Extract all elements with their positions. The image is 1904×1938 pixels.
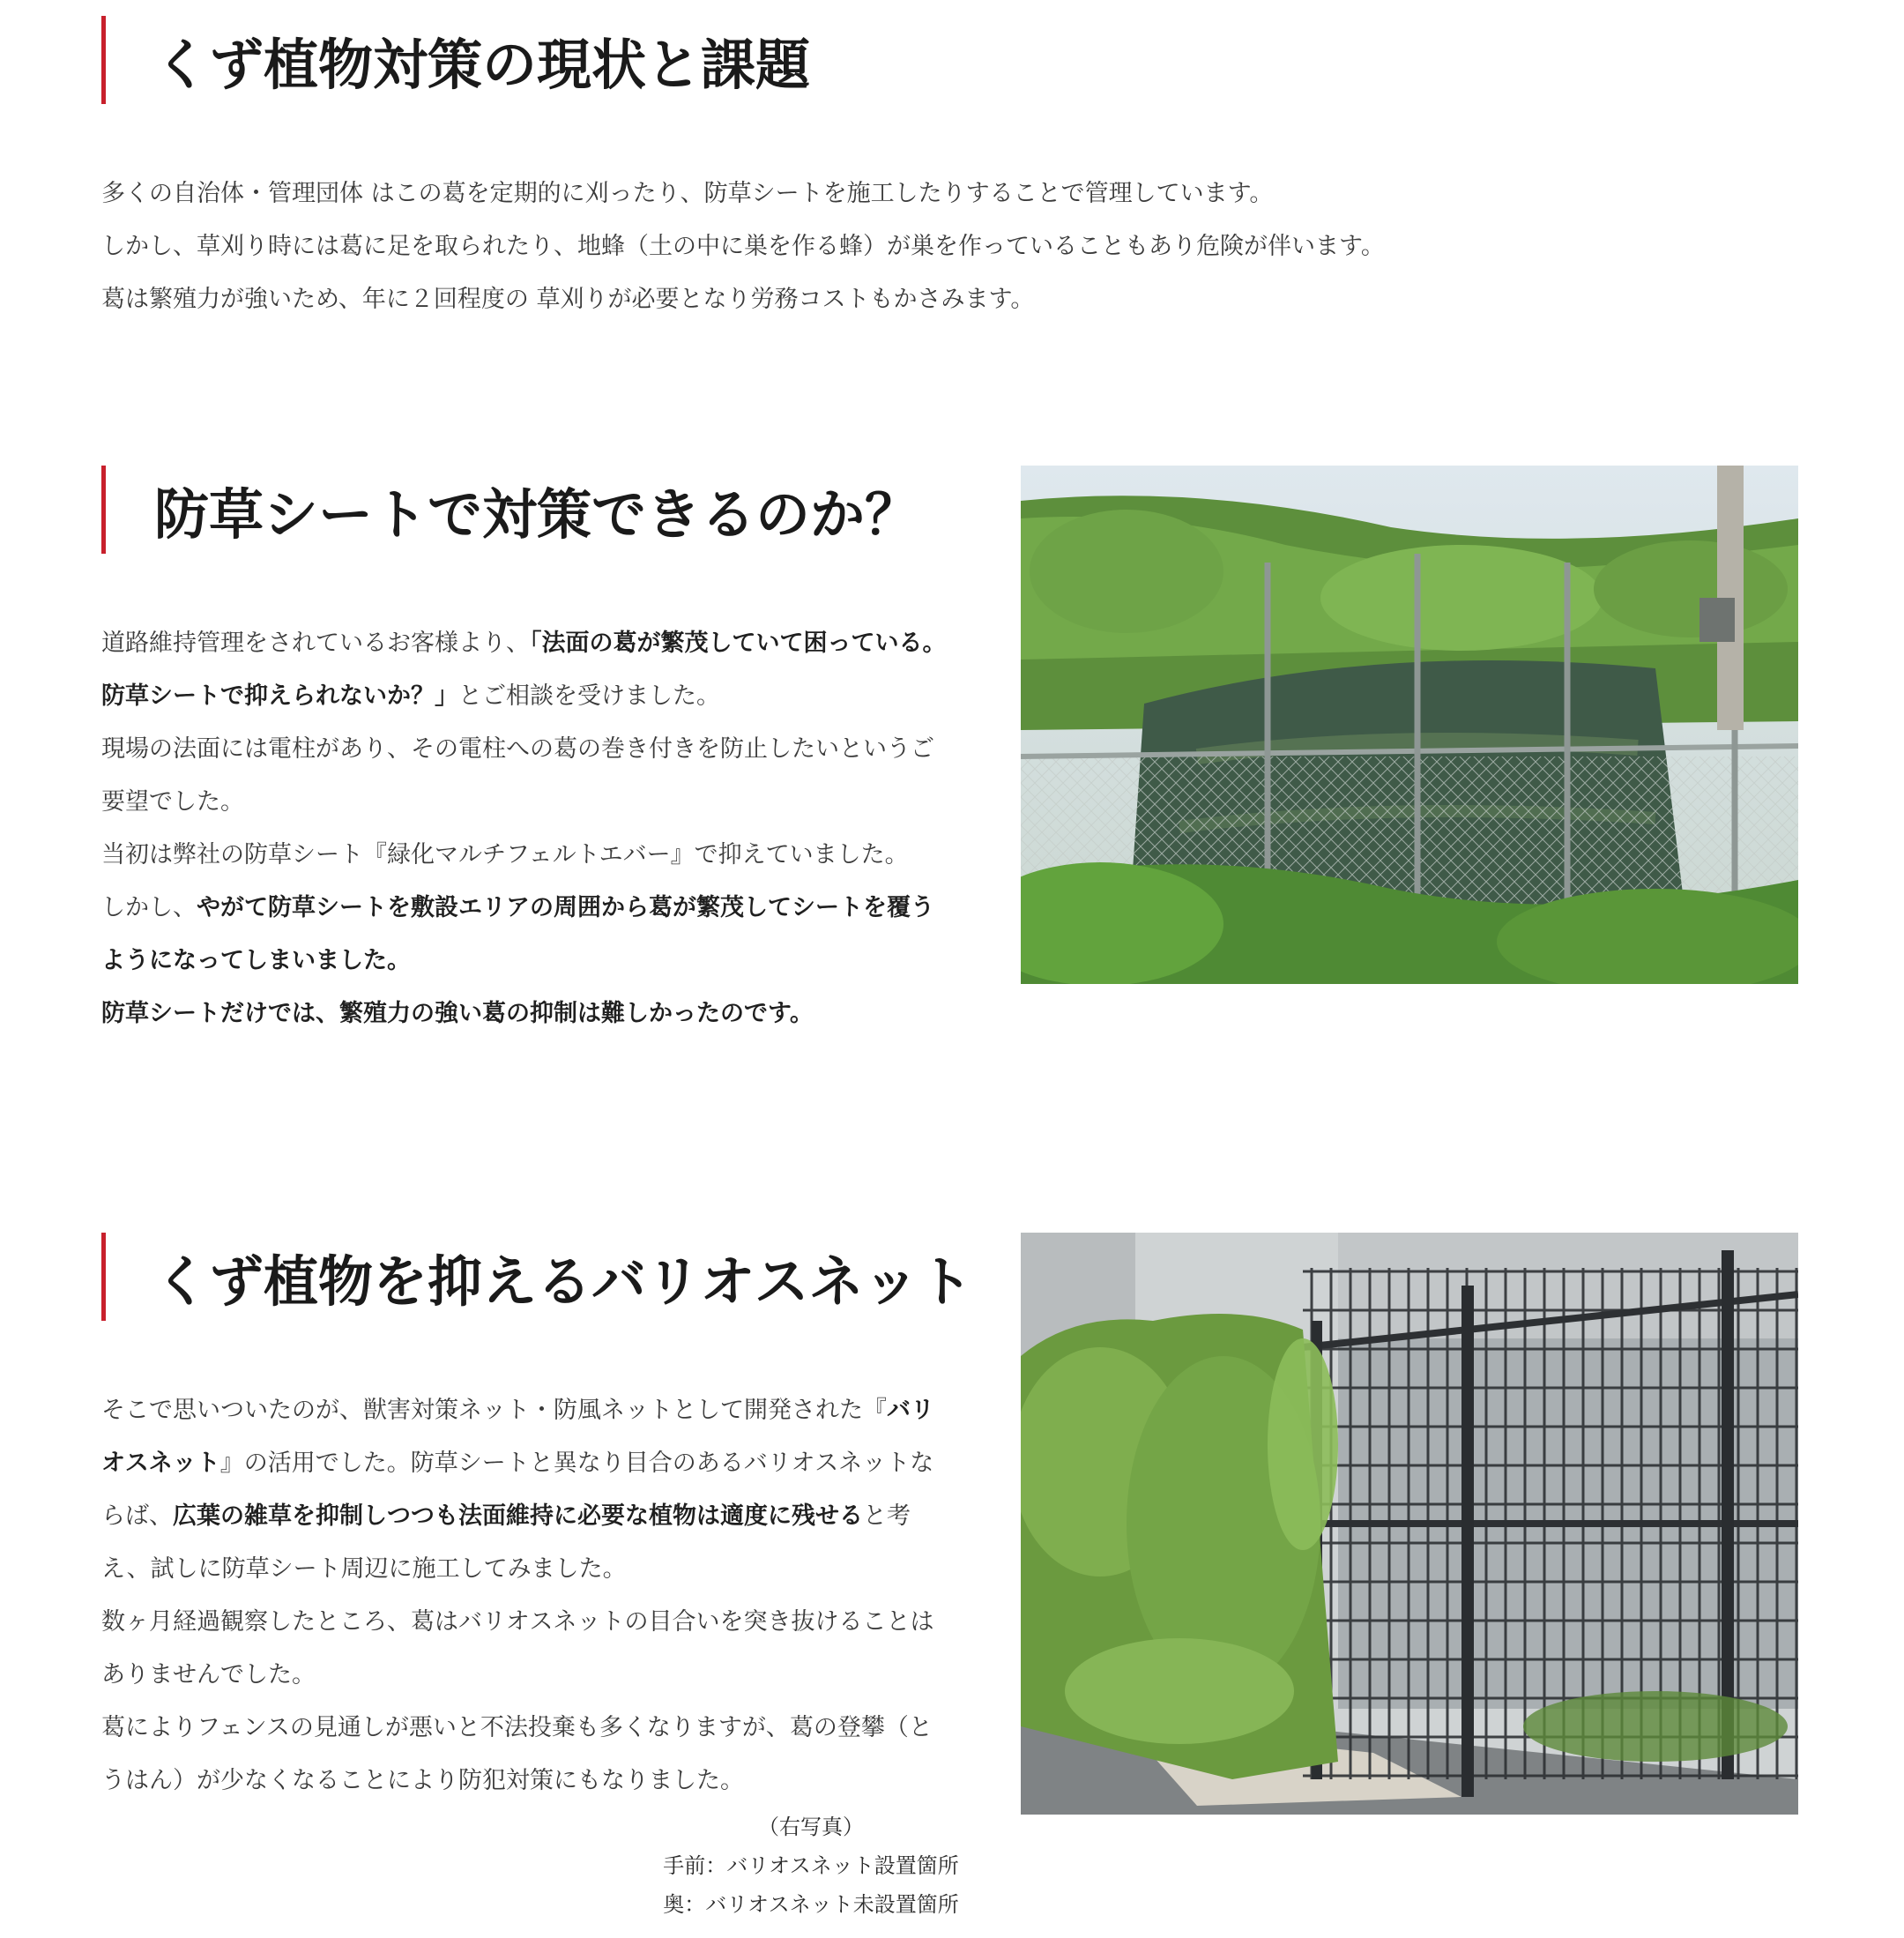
section2-p1c: とご相談を受けました。 [458, 682, 720, 710]
section3-para-2: 数ヶ月経過観察したところ、葛はバリオスネットの目合いを突き抜けることはありませんでした。 [101, 1608, 934, 1688]
section1-line-2: しかし、草刈り時には葛に足を取られたり、地蜂（土の中に巣を作る蜂）が巣を作っていることもあり危険が伴います。 [101, 233, 1385, 260]
section3-p1e: と考え、試しに防草シート周辺に施工してみました。 [101, 1502, 911, 1583]
section1-text [101, 168, 1776, 326]
slope-photo-illustration [1021, 466, 1798, 984]
section3-heading: くず植物を抑えるバリオスネット [101, 1233, 973, 1321]
section2-p4b-bold: やがて防草シートを敷設エリアの周囲から葛が繁茂してシートを覆うようになってしまいました。 [101, 894, 934, 974]
section2-para-5: 防草シートだけでは、繁殖力の強い葛の抑制は難しかったのです。 [101, 1000, 814, 1027]
section3-para-1 [101, 1384, 948, 1596]
section2-text [101, 617, 948, 1040]
section3-p1a: そこで思いついたのが、獣害対策ネット・防風ネットとして開発された『 [101, 1397, 887, 1424]
section2-para-2: 現場の法面には電柱があり、その電柱への葛の巻き付きを防止したいというご要望でした。 [101, 735, 934, 816]
slope-weed-sheet-photo [1021, 466, 1798, 984]
section1-line-3: 葛は繁殖力が強いため、年に２回程度の 草刈りが必要となり労務コストもかさみます。 [101, 286, 1035, 313]
caption-line-3: 奥：バリオスネット未設置箇所 [663, 1892, 959, 1917]
section1-heading: くず植物対策の現状と課題 [101, 16, 810, 104]
caption-line-2: 手前：バリオスネット設置箇所 [663, 1853, 959, 1878]
section3-p1d-bold: 広葉の雑草を抑制しつつも法面維持に必要な植物は適度に残せる [173, 1502, 863, 1530]
fence-vines-photo [1021, 1233, 1798, 1815]
section2-p1b-bold: 「法面の葛が繁茂していて困っている。防草シートで抑えられないか？」 [101, 630, 947, 710]
section1-line-1: 多くの自治体・管理団体 はこの葛を定期的に刈ったり、防草シートを施工したりすることで管理しています。 [101, 180, 1274, 207]
section3-para-3: 葛によりフェンスの見通しが悪いと不法投棄も多くなりますが、葛の登攀（とうはん）が少なくなることにより防犯対策にもなりました。 [101, 1714, 933, 1794]
section2-para-3: 当初は弊社の防草シート『緑化マルチフェルトエバー』で抑えていました。 [101, 841, 909, 868]
section2-para-4 [101, 882, 948, 988]
caption-line-1: （右写真） [758, 1815, 864, 1839]
section2-para-1 [101, 617, 948, 723]
section3-text [101, 1384, 948, 1808]
section3-p1b-bold: バリオスネット [101, 1397, 934, 1477]
section3-p1c: 』の活用でした。防草シートと異なり目合のあるバリオスネットならば、 [101, 1450, 934, 1530]
section2-p4a: しかし、 [101, 894, 197, 921]
fence-photo-illustration [1021, 1233, 1798, 1815]
section2-p1a: 道路維持管理をされているお客様より、 [101, 630, 530, 657]
photo-caption [617, 1808, 1005, 1924]
section2-heading: 防草シートで対策できるのか？ [101, 466, 919, 554]
